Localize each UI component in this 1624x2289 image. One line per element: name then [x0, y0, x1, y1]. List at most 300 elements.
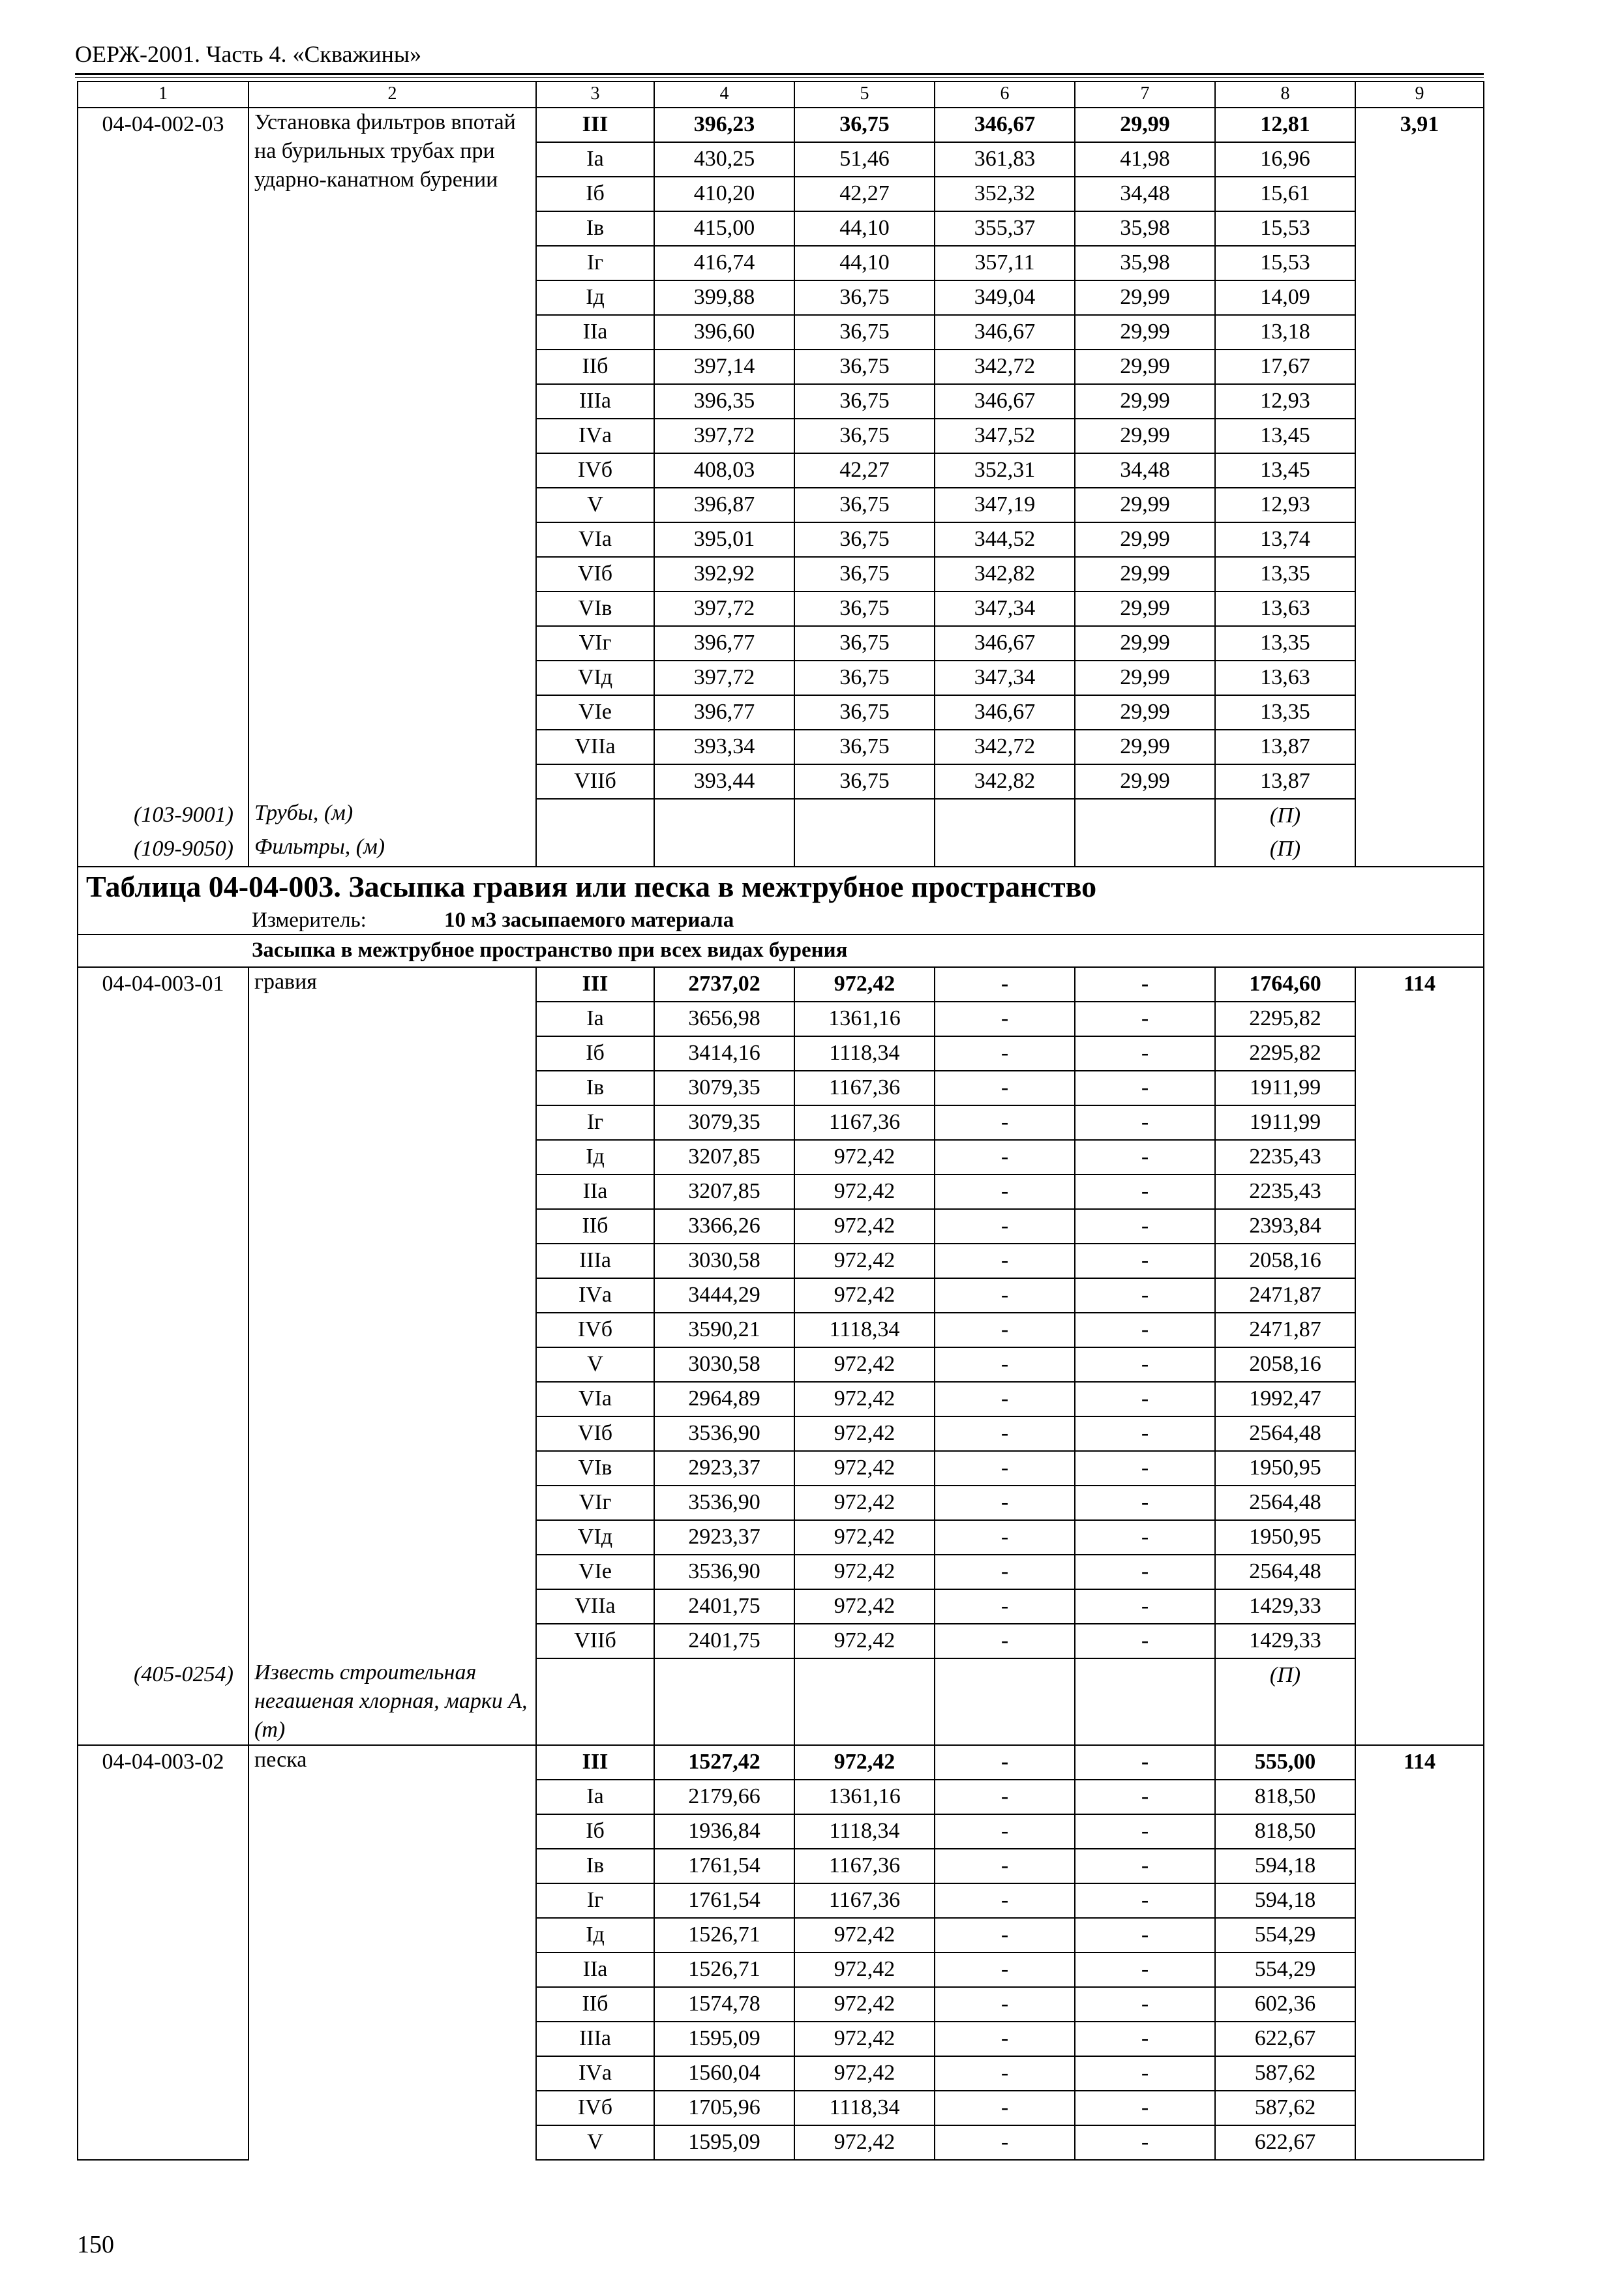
zone-code: IVа: [536, 1278, 654, 1313]
value-cell: 972,42: [794, 1244, 935, 1278]
value-cell: 29,99: [1075, 591, 1215, 626]
table-cell: [78, 1105, 248, 1140]
value-cell: 346,67: [935, 626, 1075, 661]
value-cell: 44,10: [794, 246, 935, 280]
value-cell: 15,53: [1215, 246, 1355, 280]
value-cell: 972,42: [794, 1918, 935, 1952]
value-cell: 342,82: [935, 557, 1075, 591]
empty-cell: [536, 833, 654, 867]
value-cell: 972,42: [794, 1347, 935, 1382]
table-row: [78, 967, 1484, 1002]
table-cell: [1355, 1209, 1484, 1244]
zone-code: VIг: [536, 626, 654, 661]
table-cell: [78, 384, 248, 419]
value-cell: -: [1075, 1209, 1215, 1244]
value-cell: 344,52: [935, 522, 1075, 557]
value-cell: 29,99: [1075, 764, 1215, 799]
value-cell: -: [935, 1952, 1075, 1987]
table-cell: [78, 246, 248, 280]
value-cell: 972,42: [794, 1520, 935, 1555]
value-cell: 13,35: [1215, 695, 1355, 730]
value-cell: -: [1075, 1918, 1215, 1952]
zone-code: VIа: [536, 522, 654, 557]
column-number: 6: [935, 82, 1075, 108]
table-cell: [1355, 557, 1484, 591]
value-cell: 972,42: [794, 1745, 935, 1780]
rate-name-text: Установка фильтров впотай на бурильных трубах при ударно-канатном бурении: [254, 110, 516, 192]
table-cell: [1355, 1883, 1484, 1918]
value-cell: 1992,47: [1215, 1382, 1355, 1416]
value-cell: -: [1075, 1278, 1215, 1313]
value-cell: 408,03: [654, 453, 794, 488]
value-cell: 1118,34: [794, 1036, 935, 1071]
rates-table: [77, 81, 1484, 2161]
value-cell: 361,83: [935, 142, 1075, 177]
value-cell: 1911,99: [1215, 1071, 1355, 1105]
empty-cell: [654, 833, 794, 867]
table-cell: [1355, 1952, 1484, 1987]
value-cell: 29,99: [1075, 419, 1215, 453]
value-cell: 13,74: [1215, 522, 1355, 557]
value-cell: 29,99: [1075, 557, 1215, 591]
table-cell: [78, 1814, 248, 1849]
value-cell: 342,72: [935, 350, 1075, 384]
value-cell: 357,11: [935, 246, 1075, 280]
table-cell: [1355, 1814, 1484, 1849]
zone-code: VIа: [536, 1382, 654, 1416]
value-cell: 3030,58: [654, 1244, 794, 1278]
zone-code: VIд: [536, 1520, 654, 1555]
table-cell: [78, 350, 248, 384]
value-cell: 13,63: [1215, 661, 1355, 695]
table-cell: [1355, 142, 1484, 177]
value-cell: 1361,16: [794, 1002, 935, 1036]
value-cell: -: [935, 1849, 1075, 1883]
value-cell: 29,99: [1075, 384, 1215, 419]
value-cell: 36,75: [794, 626, 935, 661]
empty-cell: [794, 1658, 935, 1745]
value-cell: 1167,36: [794, 1071, 935, 1105]
table-cell: [78, 1486, 248, 1520]
value-cell: 3079,35: [654, 1071, 794, 1105]
value-cell: 2401,75: [654, 1589, 794, 1624]
value-cell: -: [1075, 2125, 1215, 2160]
value-cell: 36,75: [794, 315, 935, 350]
value-cell: -: [1075, 2091, 1215, 2125]
value-cell: 36,75: [794, 350, 935, 384]
value-cell: 342,72: [935, 730, 1075, 764]
value-cell: 972,42: [794, 1140, 935, 1174]
value-cell: -: [935, 1486, 1075, 1520]
value-cell: 1950,95: [1215, 1451, 1355, 1486]
value-cell: -: [1075, 1382, 1215, 1416]
empty-cell: [935, 833, 1075, 867]
table-cell: [78, 1209, 248, 1244]
value-cell: 3590,21: [654, 1313, 794, 1347]
value-cell: 396,23: [654, 108, 794, 142]
value-cell: -: [1075, 1105, 1215, 1140]
rate-name-text: гравия: [254, 970, 317, 994]
value-cell: 36,75: [794, 488, 935, 522]
zone-code: IIб: [536, 350, 654, 384]
value-cell: 397,72: [654, 591, 794, 626]
zone-code: Iа: [536, 1002, 654, 1036]
value-cell: 36,75: [794, 419, 935, 453]
value-cell: 594,18: [1215, 1849, 1355, 1883]
value-cell: 36,75: [794, 522, 935, 557]
column-number: 3: [536, 82, 654, 108]
value-cell: -: [935, 1589, 1075, 1624]
value-cell: 342,82: [935, 764, 1075, 799]
value-cell: 2235,43: [1215, 1174, 1355, 1209]
value-cell: 36,75: [794, 108, 935, 142]
value-cell: 36,75: [794, 384, 935, 419]
value-cell: 3656,98: [654, 1002, 794, 1036]
section-row: [78, 935, 1484, 967]
table-cell: [1355, 280, 1484, 315]
zone-code: IVб: [536, 2091, 654, 2125]
table-cell: [1355, 522, 1484, 557]
value-cell: -: [1075, 1174, 1215, 1209]
empty-cell: [1355, 833, 1484, 867]
value-cell: 396,60: [654, 315, 794, 350]
value-cell: 1167,36: [794, 1849, 935, 1883]
table-cell: [1355, 695, 1484, 730]
table-cell: [78, 2056, 248, 2091]
table-cell: [78, 1278, 248, 1313]
zone-code: V: [536, 488, 654, 522]
column-number: 4: [654, 82, 794, 108]
value-cell: 2295,82: [1215, 1036, 1355, 1071]
value-cell: -: [1075, 1883, 1215, 1918]
value-cell: 36,75: [794, 280, 935, 315]
zone-code: Iа: [536, 1780, 654, 1814]
value-cell: -: [1075, 2056, 1215, 2091]
material-code: (405-0254): [78, 1658, 248, 1745]
value-cell: 587,62: [1215, 2056, 1355, 2091]
value-cell: 399,88: [654, 280, 794, 315]
value-cell: 554,29: [1215, 1918, 1355, 1952]
zone-code: Iд: [536, 1140, 654, 1174]
table-cell: [1355, 2091, 1484, 2125]
value-cell: 1118,34: [794, 1814, 935, 1849]
value-cell: 1527,42: [654, 1745, 794, 1780]
zone-code: Iб: [536, 1036, 654, 1071]
zone-code: VIв: [536, 1451, 654, 1486]
value-cell: 13,35: [1215, 626, 1355, 661]
value-cell: 2964,89: [654, 1382, 794, 1416]
value-cell: -: [935, 1382, 1075, 1416]
value-cell: 3207,85: [654, 1174, 794, 1209]
value-cell: -: [935, 2056, 1075, 2091]
value-cell: -: [1075, 1814, 1215, 1849]
table-cell: [1355, 2056, 1484, 2091]
table-cell: [78, 2022, 248, 2056]
value-cell: 44,10: [794, 211, 935, 246]
value-cell: -: [935, 1987, 1075, 2022]
table-cell: [1355, 211, 1484, 246]
value-cell: 1950,95: [1215, 1520, 1355, 1555]
column-number: 5: [794, 82, 935, 108]
value-cell: 393,34: [654, 730, 794, 764]
material-unit-mark: (П): [1215, 833, 1355, 867]
value-cell: 29,99: [1075, 280, 1215, 315]
value-cell: 1936,84: [654, 1814, 794, 1849]
zone-code: VIб: [536, 1416, 654, 1451]
table-cell: [78, 557, 248, 591]
zone-code: Iг: [536, 1883, 654, 1918]
value-cell: 16,96: [1215, 142, 1355, 177]
table-cell: [78, 591, 248, 626]
table-cell: [78, 1071, 248, 1105]
column-number: 8: [1215, 82, 1355, 108]
value-cell: -: [1075, 1952, 1215, 1987]
zone-code: III: [536, 967, 654, 1002]
table-cell: [78, 1624, 248, 1658]
table-cell: [1355, 1382, 1484, 1416]
zone-code: IVа: [536, 419, 654, 453]
zone-code: IVб: [536, 1313, 654, 1347]
value-cell: 29,99: [1075, 661, 1215, 695]
table-cell: [1355, 1486, 1484, 1520]
value-cell: 972,42: [794, 1278, 935, 1313]
table-cell: [1355, 1555, 1484, 1589]
table-cell: [78, 764, 248, 799]
value-cell: 1574,78: [654, 1987, 794, 2022]
table-cell: [1355, 2125, 1484, 2160]
value-cell: -: [935, 1347, 1075, 1382]
value-cell: 349,04: [935, 280, 1075, 315]
document-header: ОЕРЖ-2001. Часть 4. «Скважины»: [75, 41, 422, 67]
rate-name: [248, 967, 536, 1658]
value-cell: -: [935, 1140, 1075, 1174]
table-cell: [1355, 1416, 1484, 1451]
measure-label: Измеритель:: [252, 908, 367, 932]
value-cell: -: [1075, 1780, 1215, 1814]
value-cell: 347,19: [935, 488, 1075, 522]
value-cell: 395,01: [654, 522, 794, 557]
value-cell: -: [935, 1244, 1075, 1278]
table-cell: [1355, 730, 1484, 764]
value-cell: 1761,54: [654, 1849, 794, 1883]
value-cell: 393,44: [654, 764, 794, 799]
value-cell: 1764,60: [1215, 967, 1355, 1002]
value-cell: -: [935, 1555, 1075, 1589]
value-cell: 1429,33: [1215, 1624, 1355, 1658]
value-cell: 2401,75: [654, 1624, 794, 1658]
column-number: 9: [1355, 82, 1484, 108]
value-cell: 13,45: [1215, 419, 1355, 453]
table-cell: [1355, 661, 1484, 695]
zone-code: Iд: [536, 280, 654, 315]
value-cell: -: [935, 1814, 1075, 1849]
value-cell: -: [1075, 2022, 1215, 2056]
rate-name-text: песка: [254, 1748, 307, 1772]
value-cell: -: [1075, 1002, 1215, 1036]
value-cell: -: [935, 1036, 1075, 1071]
value-cell: -: [1075, 1589, 1215, 1624]
table-cell: [78, 695, 248, 730]
value-cell: -: [935, 2022, 1075, 2056]
table-row: [78, 108, 1484, 142]
value-cell: 51,46: [794, 142, 935, 177]
value-cell: 3444,29: [654, 1278, 794, 1313]
column-number: 1: [78, 82, 248, 108]
table-cell: [78, 1952, 248, 1987]
table-cell: [1355, 1278, 1484, 1313]
value-cell: 2471,87: [1215, 1313, 1355, 1347]
value-cell: 1167,36: [794, 1883, 935, 1918]
value-cell: 1911,99: [1215, 1105, 1355, 1140]
measure-row: [78, 908, 1484, 935]
material-unit-mark: (П): [1215, 1658, 1355, 1745]
table-cell: [78, 488, 248, 522]
table-cell: [78, 1002, 248, 1036]
value-cell: -: [935, 1918, 1075, 1952]
zone-code: IIб: [536, 1987, 654, 2022]
zone-code: Iд: [536, 1918, 654, 1952]
zone-code: VIе: [536, 1555, 654, 1589]
table-cell: [78, 1918, 248, 1952]
zone-code: Iг: [536, 1105, 654, 1140]
table-cell: [1355, 453, 1484, 488]
value-cell: 622,67: [1215, 2125, 1355, 2160]
value-cell: 36,75: [794, 730, 935, 764]
table-cell: [1355, 1520, 1484, 1555]
value-cell: 36,75: [794, 764, 935, 799]
value-cell: 972,42: [794, 1382, 935, 1416]
table-cell: [78, 453, 248, 488]
value-cell: -: [1075, 1244, 1215, 1278]
zone-code: VIIа: [536, 730, 654, 764]
zone-code: Iв: [536, 211, 654, 246]
zone-code: IIа: [536, 1952, 654, 1987]
table-cell: [1355, 591, 1484, 626]
value-cell: 346,67: [935, 315, 1075, 350]
table-cell: [1355, 2022, 1484, 2056]
value-cell: -: [935, 1451, 1075, 1486]
value-cell: 1526,71: [654, 1918, 794, 1952]
value-cell: 29,99: [1075, 350, 1215, 384]
value-cell: 972,42: [794, 1174, 935, 1209]
table-cell: [78, 1520, 248, 1555]
value-cell: 347,52: [935, 419, 1075, 453]
value-cell: 972,42: [794, 2056, 935, 2091]
table-cell: [78, 1347, 248, 1382]
value-cell: 396,87: [654, 488, 794, 522]
table-cell: [1355, 1105, 1484, 1140]
value-cell: 352,32: [935, 177, 1075, 211]
value-cell: 3207,85: [654, 1140, 794, 1174]
zone-code: VIе: [536, 695, 654, 730]
value-cell: -: [1075, 1347, 1215, 1382]
zone-code: Iб: [536, 177, 654, 211]
table-cell: [78, 1555, 248, 1589]
table-cell: [1355, 1918, 1484, 1952]
empty-cell: [935, 1658, 1075, 1745]
value-cell: 36,75: [794, 557, 935, 591]
zone-code: Iб: [536, 1814, 654, 1849]
value-cell: 972,42: [794, 1486, 935, 1520]
value-cell: 29,99: [1075, 488, 1215, 522]
value-cell: 416,74: [654, 246, 794, 280]
value-cell: -: [935, 1883, 1075, 1918]
value-cell: 410,20: [654, 177, 794, 211]
value-cell: 15,53: [1215, 211, 1355, 246]
empty-cell: [1075, 833, 1215, 867]
value-cell: 14,09: [1215, 280, 1355, 315]
value-cell: 1761,54: [654, 1883, 794, 1918]
value-cell: 818,50: [1215, 1780, 1355, 1814]
value-cell: 622,67: [1215, 2022, 1355, 2056]
table-cell: [78, 1140, 248, 1174]
value-cell: 1167,36: [794, 1105, 935, 1140]
value-cell: 2564,48: [1215, 1416, 1355, 1451]
table-cell: [78, 419, 248, 453]
table-cell: [1355, 1071, 1484, 1105]
value-cell: 2393,84: [1215, 1209, 1355, 1244]
table-cell: [78, 142, 248, 177]
value-cell: -: [1075, 1140, 1215, 1174]
table-cell: [1355, 1624, 1484, 1658]
value-cell: 13,87: [1215, 730, 1355, 764]
table-cell: [78, 626, 248, 661]
value-cell: 346,67: [935, 384, 1075, 419]
column-number-row: [78, 82, 1484, 108]
value-cell: 3536,90: [654, 1486, 794, 1520]
value-cell: 29,99: [1075, 695, 1215, 730]
zone-code: V: [536, 2125, 654, 2160]
value-cell: -: [935, 1105, 1075, 1140]
empty-cell: [794, 833, 935, 867]
value-cell: 397,14: [654, 350, 794, 384]
value-cell: -: [935, 967, 1075, 1002]
value-cell: 36,75: [794, 695, 935, 730]
zone-code: VIг: [536, 1486, 654, 1520]
value-cell: 392,92: [654, 557, 794, 591]
value-cell: 972,42: [794, 967, 935, 1002]
table-title: Таблица 04-04-003. Засыпка гравия или песка в межтрубное пространство: [78, 867, 1484, 908]
value-cell: 1118,34: [794, 1313, 935, 1347]
col9-value: 114: [1355, 967, 1484, 1002]
empty-cell: [654, 799, 794, 833]
value-cell: 415,00: [654, 211, 794, 246]
value-cell: -: [935, 1520, 1075, 1555]
zone-code: IIIа: [536, 384, 654, 419]
value-cell: 42,27: [794, 453, 935, 488]
value-cell: 355,37: [935, 211, 1075, 246]
value-cell: -: [1075, 1987, 1215, 2022]
value-cell: 2179,66: [654, 1780, 794, 1814]
value-cell: -: [1075, 1624, 1215, 1658]
empty-cell: [1355, 799, 1484, 833]
value-cell: 29,99: [1075, 626, 1215, 661]
zone-code: IIIа: [536, 1244, 654, 1278]
value-cell: 346,67: [935, 108, 1075, 142]
value-cell: -: [935, 1780, 1075, 1814]
value-cell: 346,67: [935, 695, 1075, 730]
value-cell: 1595,09: [654, 2022, 794, 2056]
rate-name: [248, 108, 536, 799]
value-cell: 3030,58: [654, 1347, 794, 1382]
value-cell: -: [935, 2091, 1075, 2125]
value-cell: 972,42: [794, 1589, 935, 1624]
value-cell: 2471,87: [1215, 1278, 1355, 1313]
rate-name: [248, 1745, 536, 2160]
value-cell: 2295,82: [1215, 1002, 1355, 1036]
value-cell: 972,42: [794, 1624, 935, 1658]
value-cell: 35,98: [1075, 246, 1215, 280]
